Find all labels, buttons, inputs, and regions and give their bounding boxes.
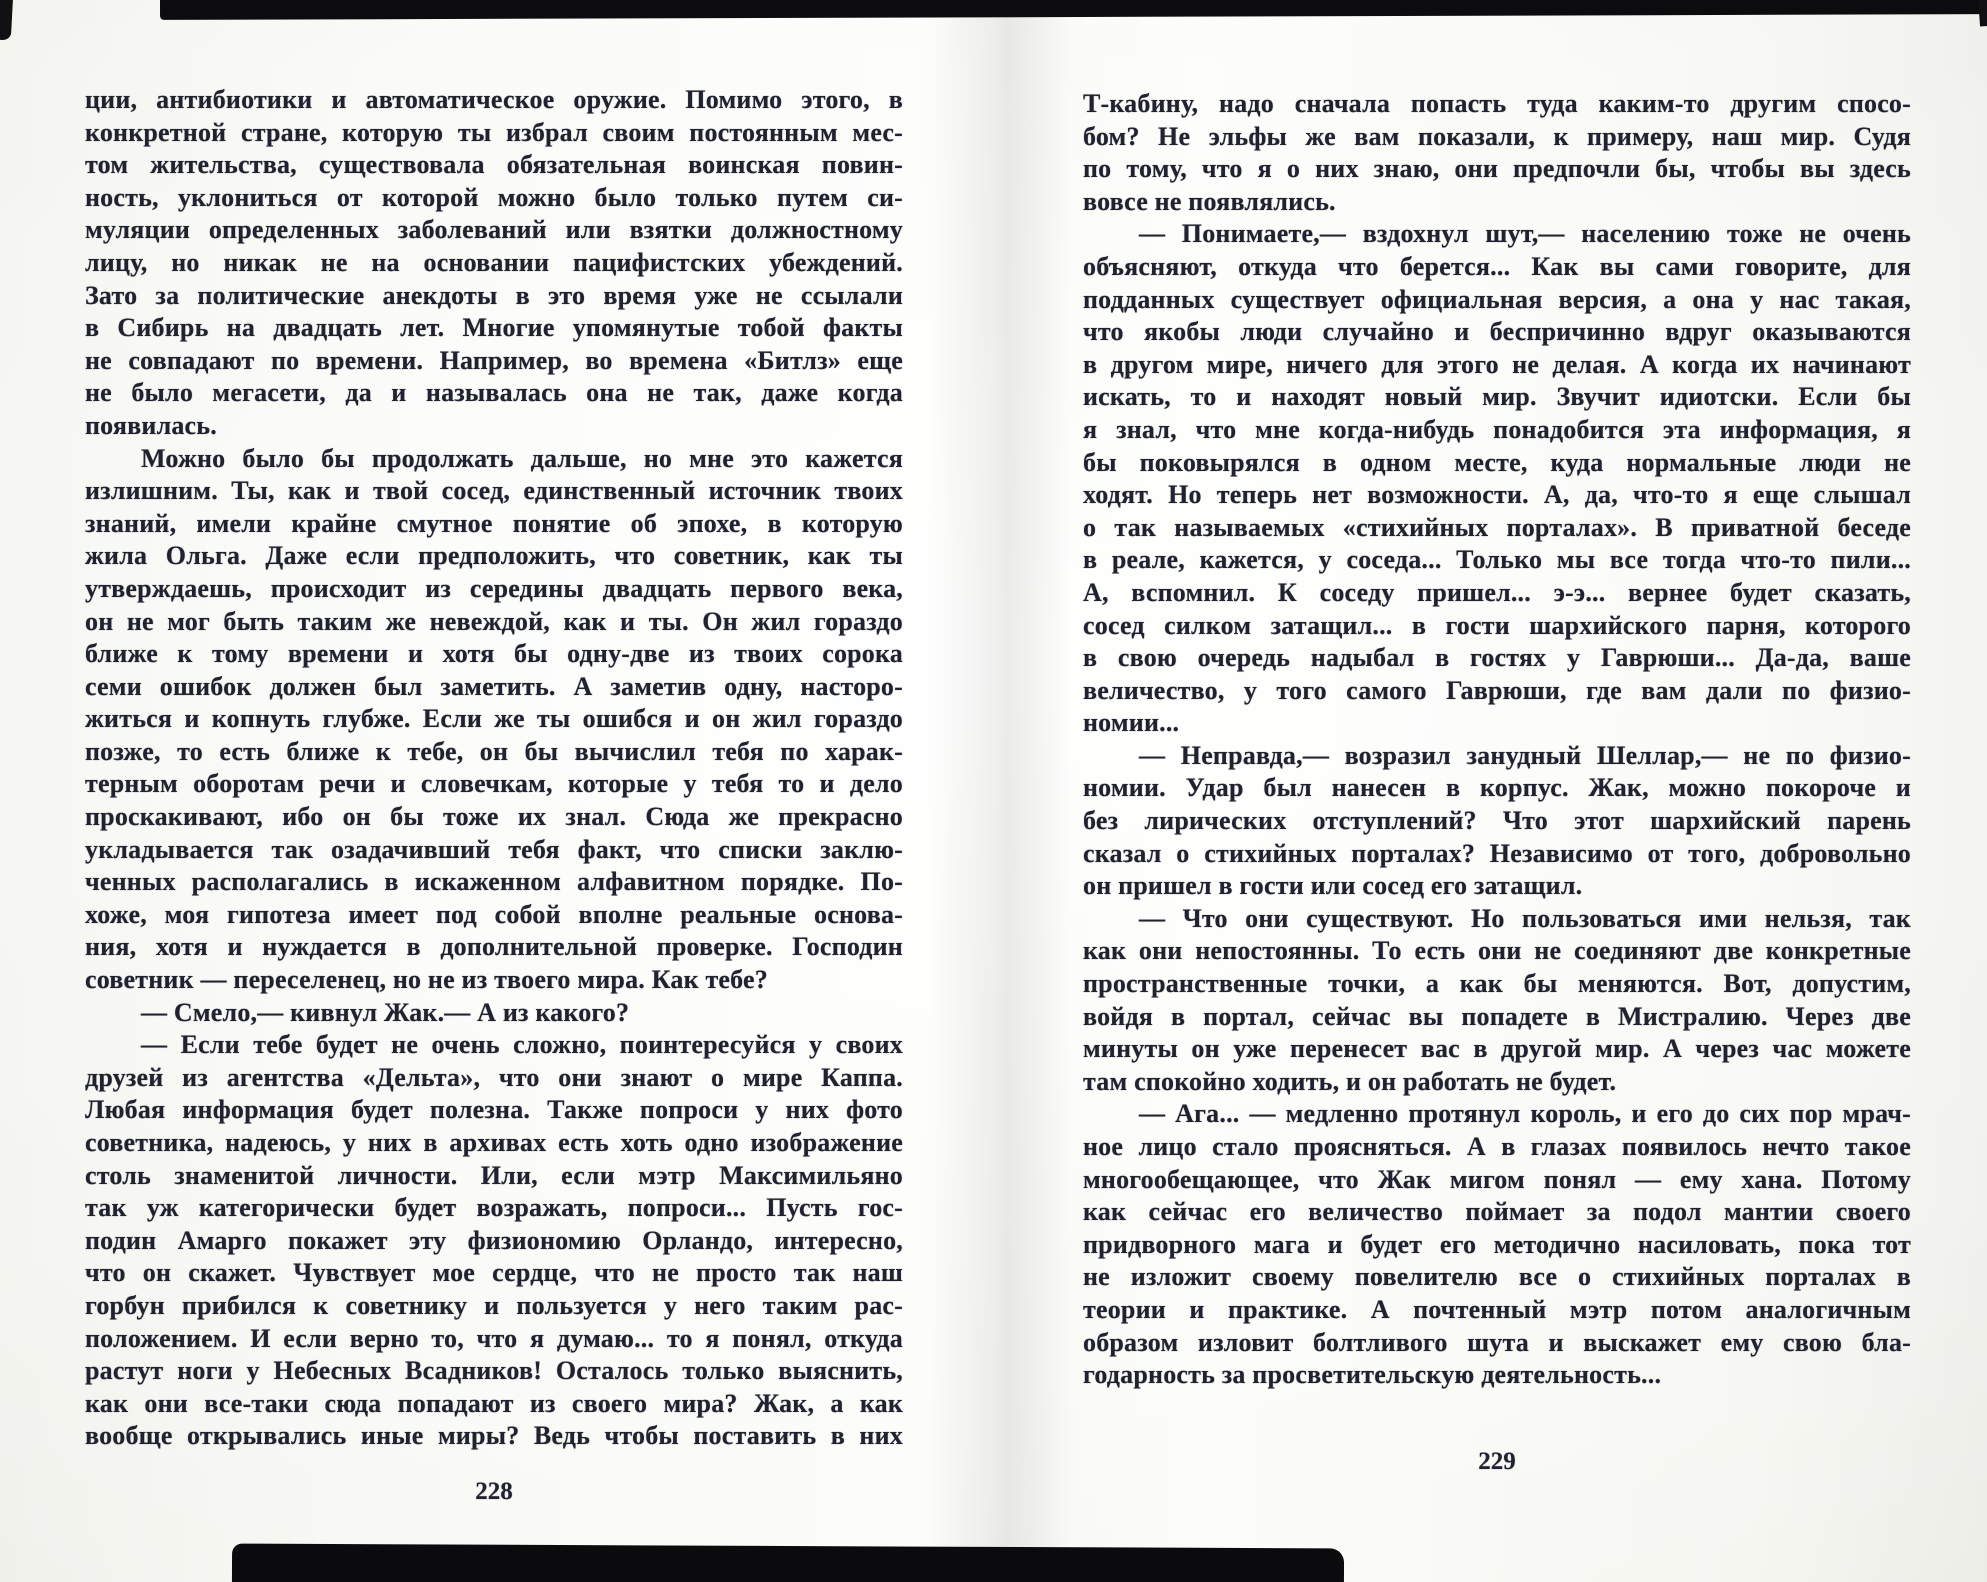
text-line: — Понимаете,— вздохнул шут,— населению тоже не очень	[1139, 219, 1911, 249]
text-line: в Сибирь на двадцать лет. Многие упомянутые тобой факты	[85, 313, 903, 343]
text-line: А, вспомнил. К соседу пришел... э-э... вернее будет сказать,	[1083, 577, 1911, 607]
text-line: столь знаменитой личности. Или, если мэтр Максимильяно	[85, 1160, 903, 1190]
text-line: ходят. Но теперь нет возможности. А, да, что-то я еще слышал	[1083, 480, 1911, 510]
text-line: горбун прибился к советнику и пользуется у него таким рас-	[85, 1290, 903, 1320]
page-gutter-shadow	[930, 0, 1070, 1582]
text-line: утверждаешь, происходит из середины двадцать первого века,	[85, 573, 903, 603]
text-line: по тому, что я о них знаю, они предпочли бы, чтобы вы здесь	[1083, 154, 1911, 184]
text-line: ченных располагались в искаженном алфавитном порядке. По-	[85, 867, 903, 897]
text-line: величество, у того самого Гаврюши, где вам дали по физио-	[1083, 675, 1911, 705]
text-line: муляции определенных заболеваний или взятки должностному	[85, 215, 903, 245]
text-line: он не мог быть таким же невеждой, как и ты. Он жил гораздо	[85, 606, 903, 636]
text-line: конкретной стране, которую ты избрал своим постоянным мес-	[85, 117, 903, 147]
text-line: ное лицо стало проясняться. А в глазах появилось нечто такое	[1083, 1132, 1911, 1161]
text-line: подин Амарго покажет эту физиономию Орландо, интересно,	[85, 1225, 903, 1255]
text-line: номии...	[1083, 708, 1180, 738]
text-line: бы поковырялся в одном месте, куда нормальные люди не	[1083, 447, 1911, 477]
text-line: без лирических отступлений? Что этот шархийский парень	[1083, 806, 1911, 836]
text-line: теории и практике. А почтенный мэтр потом аналогичным	[1083, 1294, 1911, 1324]
text-line: Любая информация будет полезна. Также попроси у них фото	[85, 1095, 903, 1125]
text-line: сосед силком затащил... в гости шархийского парня, которого	[1083, 610, 1911, 640]
text-line: — Смело,— кивнул Жак.— А из какого?	[141, 997, 630, 1027]
text-line: я знал, что мне когда-нибудь понадобится эта информация, я	[1083, 414, 1911, 444]
text-line: в другом мире, ничего для этого не делая. А когда их начинают	[1083, 349, 1911, 379]
photo-edge-bottom	[232, 1544, 1344, 1582]
text-line: что якобы люди случайно и беспричинно вдруг оказываются	[1083, 317, 1911, 347]
text-line: объясняют, откуда что берется... Как вы сами говорите, для	[1083, 251, 1911, 281]
text-line: — Ага... — медленно протянул король, и его до сих пор мрач-	[1139, 1099, 1911, 1129]
right-page-text	[1083, 88, 1911, 1392]
text-line: ближе к тому времени и хотя бы одну-две из твоих сорока	[85, 639, 903, 669]
text-line: — Неправда,— возразил занудный Шеллар,— не по физио-	[1139, 740, 1911, 770]
text-line: терным оборотам речи и словечкам, которые у тебя то и дело	[85, 769, 903, 799]
text-line: Можно было бы продолжать дальше, но мне это кажется	[141, 443, 903, 473]
text-line: позже, то есть ближе к тебе, он бы вычислил тебя по харак-	[85, 736, 903, 766]
photo-mark-top-left	[0, 0, 13, 40]
text-line: — Что они существуют. Но пользоваться ими нельзя, так	[1139, 903, 1911, 933]
text-line: годарность за просветительскую деятельность...	[1083, 1360, 1662, 1390]
text-line: о так называемых «стихийных порталах». В приватной беседе	[1083, 512, 1911, 542]
text-line: житься и копнуть глубже. Если же ты ошибся и он жил гораздо	[85, 704, 903, 734]
text-line: пространственные точки, а как бы меняются. Вот, допустим,	[1083, 969, 1911, 999]
text-line: ции, антибиотики и автоматическое оружие. Помимо этого, в	[85, 85, 903, 114]
text-line: семи ошибок должен был заметить. А заметив одну, насторо-	[85, 671, 903, 701]
text-line: советника, надеюсь, у них в архивах есть хоть одно изображение	[85, 1128, 903, 1157]
text-line: жила Ольга. Даже если предположить, что советник, как ты	[85, 541, 903, 571]
text-line: том жительства, существовала обязательная воинская повин-	[85, 150, 903, 180]
text-line: что он скажет. Чувствует мое сердце, что не просто так наш	[85, 1258, 903, 1288]
text-line: многообещающее, что Жак мигом понял — ему хана. Потому	[1083, 1164, 1911, 1194]
text-line: в реале, кажется, у соседа... Только мы все тогда что-то пили...	[1083, 545, 1911, 575]
text-line: хоже, моя гипотеза имеет под собой вполне реальные основа-	[85, 899, 903, 929]
text-line: искать, то и находят новый мир. Звучит идиотски. Если бы	[1083, 382, 1911, 412]
text-line: войдя в портал, сейчас вы попадете в Мистралию. Через две	[1083, 1001, 1911, 1031]
page-number-left: 228	[475, 1478, 513, 1505]
text-line: номии. Удар был нанесен в корпус. Жак, можно покороче и	[1083, 773, 1911, 803]
text-line: Зато за политические анекдоты в это время уже не ссылали	[85, 280, 903, 310]
text-line: придворного мага и будет его методично насиловать, пока тот	[1083, 1229, 1911, 1259]
text-line: проскакивают, ибо он бы тоже их знал. Сюда же прекрасно	[85, 802, 903, 832]
text-line: не было мегасети, да и называлась она не так, даже когда	[85, 378, 903, 408]
text-line: сказал о стихийных порталах? Независимо от того, добровольно	[1083, 838, 1911, 868]
text-line: появилась.	[85, 410, 217, 440]
left-page-text	[85, 84, 903, 1453]
page-number-right: 229	[1478, 1448, 1516, 1475]
text-line: — Если тебе будет не очень сложно, поинтересуйся у своих	[141, 1030, 903, 1060]
text-line: как они все-таки сюда попадают из своего мира? Жак, а как	[85, 1388, 903, 1418]
text-line: ния, хотя и нуждается в дополнительной проверке. Господин	[85, 932, 903, 962]
text-line: вовсе не появлялись.	[1083, 186, 1336, 216]
text-line: там спокойно ходить, и он работать не будет.	[1083, 1066, 1617, 1096]
text-line: как они непостоянны. То есть они не соединяют две конкретные	[1083, 936, 1911, 966]
text-line: он пришел в гости или сосед его затащил.	[1083, 871, 1583, 901]
text-line: не изложит своему повелителю все о стихийных порталах в	[1083, 1262, 1911, 1292]
text-line: не совпадают по времени. Например, во времена «Битлз» еще	[85, 345, 903, 375]
text-line: лицу, но никак не на основании пацифистских убеждений.	[85, 247, 903, 277]
text-line: бом? Не эльфы же вам показали, к примеру, наш мир. Судя	[1083, 121, 1911, 151]
photo-mark-top-right	[1978, 0, 1987, 26]
text-line: друзей из агентства «Дельта», что они знают о мире Каппа.	[85, 1062, 903, 1092]
photo-edge-top	[160, 0, 1987, 20]
text-line: излишним. Ты, как и твой сосед, единственный источник твоих	[85, 476, 903, 506]
text-line: вообще открывались иные миры? Ведь чтобы поставить в них	[85, 1421, 903, 1451]
text-line: подданных существует официальная версия, а она у нас такая,	[1083, 284, 1911, 314]
text-line: в свою очередь надыбал в гостях у Гаврюши... Да-да, ваше	[1083, 643, 1911, 673]
text-line: советник — переселенец, но не из твоего мира. Как тебе?	[85, 965, 768, 995]
text-line: ность, уклониться от которой можно было только путем си-	[85, 182, 903, 212]
text-line: минуты он уже перенесет вас в другой мир. А через час можете	[1083, 1034, 1911, 1064]
text-line: образом изловит болтливого шута и выскажет ему свою бла-	[1083, 1327, 1911, 1357]
text-line: растут ноги у Небесных Всадников! Осталось только выяснить,	[85, 1356, 903, 1386]
text-line: Т-кабину, надо сначала попасть туда каким-то другим спосо-	[1083, 89, 1911, 118]
text-line: положением. И если верно то, что я думаю... то я понял, откуда	[85, 1323, 903, 1353]
text-line: знаний, имели крайне смутное понятие об эпохе, в которую	[85, 508, 903, 538]
text-line: так уж категорически будет возражать, попроси... Пусть гос-	[85, 1193, 903, 1223]
text-line: как сейчас его величество поймает за подол мантии своего	[1083, 1197, 1911, 1227]
text-line: укладывается так озадачивший тебя факт, что списки заклю-	[85, 834, 903, 864]
